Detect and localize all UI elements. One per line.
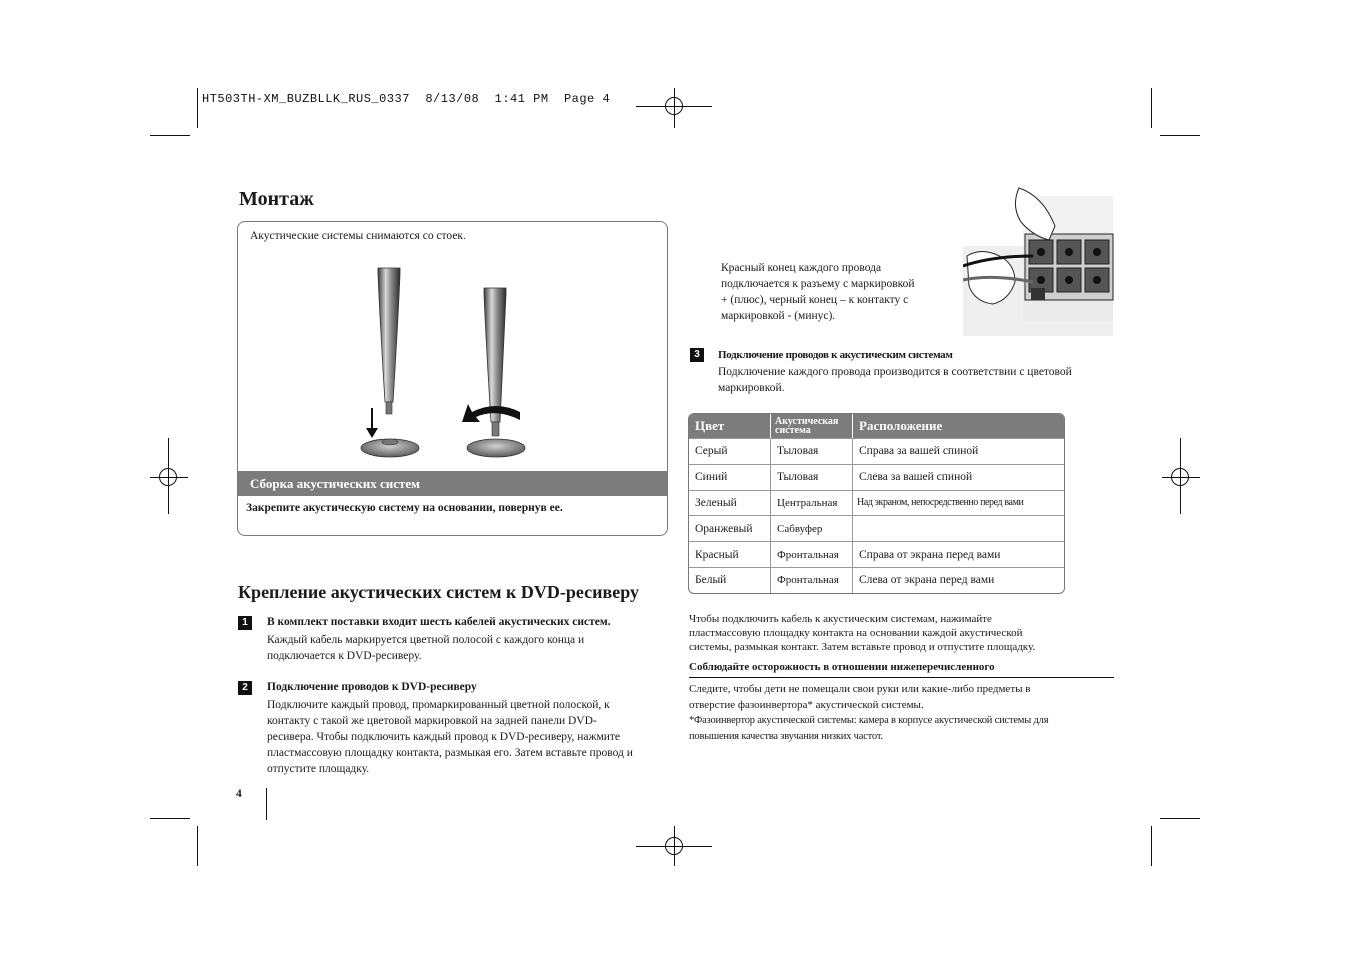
section-title-mount: Монтаж xyxy=(239,188,314,210)
table-cell: Фронтальная xyxy=(771,541,853,567)
table-cell: Красный xyxy=(689,541,771,567)
wire-polarity-callout: Красный конец каждого провода подключается к разъему с маркировкой + (плюс), черный конец – к контакту с маркировкой - (минус). xyxy=(721,262,915,322)
table-cell: Зеленый xyxy=(689,490,771,516)
section-title-connect: Крепление акустических систем к DVD-ресиверу xyxy=(238,582,639,602)
step-1-body: Каждый кабель маркируется цветной полосой с каждого конца и подключается к DVD-ресиверу. xyxy=(267,634,585,662)
step-2-badge: 2 xyxy=(238,681,252,695)
step-3-body: Подключение каждого провода производится в соответствии с цветовой маркировкой. xyxy=(718,366,1072,394)
table-row xyxy=(689,515,1064,541)
after-table-text: Чтобы подключить кабель к акустическим системам, нажимайте пластмассовую площадку контакта на основании каждой акустической системы, размыкая контакт. Затем вставьте провод и отпустите площадку. xyxy=(689,613,1036,653)
table-cell: Справа от экрана перед вами xyxy=(853,541,1064,567)
table-row xyxy=(689,438,1064,464)
table-cell xyxy=(853,515,1064,541)
speaker-terminal-block-icon xyxy=(1025,234,1113,300)
caution-footnote: *Фазоинвертор акустической системы: камера в корпусе акустической системы для повышения качества звучания низких частот. xyxy=(689,715,1049,742)
col-header-speaker: Акустическая система xyxy=(771,414,853,438)
step-2-body: Подключите каждый провод, промаркированный цветной полоской, к контакту с такой же цветовой маркировкой на задней панели DVD- ресивера. Чтобы подключить каждый провод к DVD-ресиверу, нажмите пластмассовую площадку контакта, размыкая его. Затем вставьте провод и отпустите площадку. xyxy=(267,699,633,775)
table-cell: Серый xyxy=(689,438,771,464)
caution-title: Соблюдайте осторожность в отношении нижеперечисленного xyxy=(689,661,995,673)
page-number: 4 xyxy=(236,788,242,800)
table-cell: Слева от экрана перед вами xyxy=(853,567,1064,593)
table-cell: Оранжевый xyxy=(689,515,771,541)
caution-divider xyxy=(689,677,1114,678)
speaker-detached-icon xyxy=(361,268,419,457)
table-row xyxy=(689,490,1064,516)
table-cell: Тыловая xyxy=(771,438,853,464)
table-cell: Центральная xyxy=(771,490,853,516)
table-cell: Справа за вашей спиной xyxy=(853,438,1064,464)
table-cell: Синий xyxy=(689,464,771,490)
assembly-instruction: Закрепите акустическую систему на основании, повернув ее. xyxy=(246,502,563,514)
print-slug: HT503TH-XM_BUZBLLK_RUS_0337 8/13/08 1:41 PM Page 4 xyxy=(202,92,611,106)
table-cell: Слева за вашей спиной xyxy=(853,464,1064,490)
assembly-bar: Сборка акустических систем xyxy=(238,471,667,496)
assembly-intro-text: Акустические системы снимаются со стоек. xyxy=(250,230,466,242)
speaker-mounted-icon xyxy=(462,288,525,457)
table-row xyxy=(689,541,1064,567)
table-cell: Фронтальная xyxy=(771,567,853,593)
step-1-badge: 1 xyxy=(238,616,252,630)
table-cell: Тыловая xyxy=(771,464,853,490)
table-cell: Над экраном, непосредственно перед вами xyxy=(853,490,1064,516)
terminal-connection-illustration xyxy=(963,186,1115,336)
speaker-assembly-illustration xyxy=(350,262,540,462)
speaker-color-table xyxy=(688,413,1065,594)
col-header-color: Цвет xyxy=(689,414,771,438)
col-header-location: Расположение xyxy=(853,414,1064,438)
step-3-title: Подключение проводов к акустическим системам xyxy=(718,349,953,361)
table-row xyxy=(689,464,1064,490)
caution-body: Следите, чтобы дети не помещали свои руки или какие-либо предметы в отверстие фазоинвертора* акустической системы. xyxy=(689,683,1031,711)
step-2-title: Подключение проводов к DVD-ресиверу xyxy=(267,681,477,693)
table-row xyxy=(689,567,1064,593)
step-3-badge: 3 xyxy=(690,348,704,362)
table-header-row xyxy=(689,414,1064,438)
table-cell: Сабвуфер xyxy=(771,515,853,541)
table-cell: Белый xyxy=(689,567,771,593)
step-1-title: В комплект поставки входит шесть кабелей акустических систем. xyxy=(267,616,611,628)
